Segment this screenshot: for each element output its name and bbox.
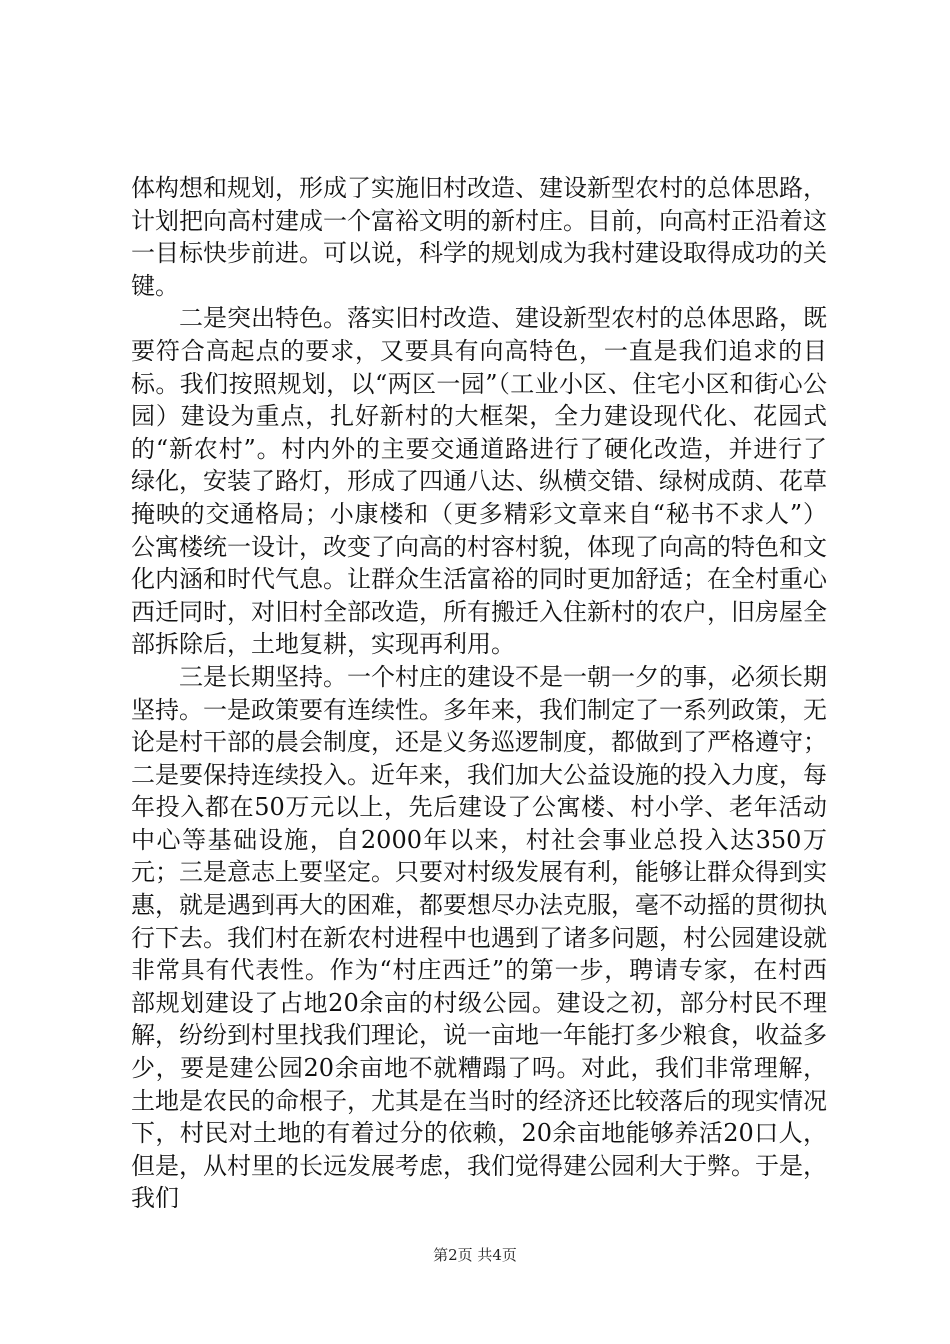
- paragraph-highlight-features: 二是突出特色。落实旧村改造、建设新型农村的总体思路，既要符合高起点的要求，又要具有向高特色，一直是我们追求的目标。我们按照规划，以“两区一园”（工业小区、住宅小区和街心公园）建设为重点，扎好新村的大框架，全力建设现代化、花园式的“新农村”。村内外的主要交通道路进行了硬化改造，并进行了绿化，安装了路灯，形成了四通八达、纵横交错、绿树成荫、花草掩映的交通格局；小康楼和（更多精彩文章来自“秘书不求人”）公寓楼统一设计，改变了向高的村容村貌，体现了向高的特色和文化内涵和时代气息。让群众生活富裕的同时更加舒适；在全村重心西迁同时，对旧村全部改造，所有搬迁入住新村的农户，旧房屋全部拆除后，土地复耕，实现再利用。: [131, 304, 827, 659]
- page-number-footer: 第2页 共4页: [433, 1246, 517, 1264]
- paragraph-continued: 体构想和规划，形成了实施旧村改造、建设新型农村的总体思路，计划把向高村建成一个富裕文明的新村庄。目前，向高村正沿着这一目标快步前进。可以说，科学的规划成为我村建设取得成功的关键。: [131, 174, 827, 300]
- document-body: [131, 172, 827, 1215]
- paragraph-long-term-persistence: 三是长期坚持。一个村庄的建设不是一朝一夕的事，必须长期坚持。一是政策要有连续性。多年来，我们制定了一系列政策，无论是村干部的晨会制度，还是义务巡逻制度，都做到了严格遵守；二是要保持连续投入。近年来，我们加大公益设施的投入力度，每年投入都在50万元以上，先后建设了公寓楼、村小学、老年活动中心等基础设施，自2000年以来，村社会事业总投入达350万元；三是意志上要坚定。只要对村级发展有利，能够让群众得到实惠，就是遇到再大的困难，都要想尽办法克服，毫不动摇的贯彻执行下去。我们村在新农村进程中也遇到了诸多问题，村公园建设就非常具有代表性。作为“村庄西迁”的第一步，聘请专家，在村西部规划建设了占地20余亩的村级公园。建设之初，部分村民不理解，纷纷到村里找我们理论，说一亩地一年能打多少粮食，收益多少，要是建公园20余亩地不就糟蹋了吗。对此，我们非常理解，土地是农民的命根子，尤其是在当时的经济还比较落后的现实情况下，村民对土地的有着过分的依赖，20余亩地能够养活20口人，但是，从村里的长远发展考虑，我们觉得建公园利大于弊。于是，我们: [131, 662, 827, 1213]
